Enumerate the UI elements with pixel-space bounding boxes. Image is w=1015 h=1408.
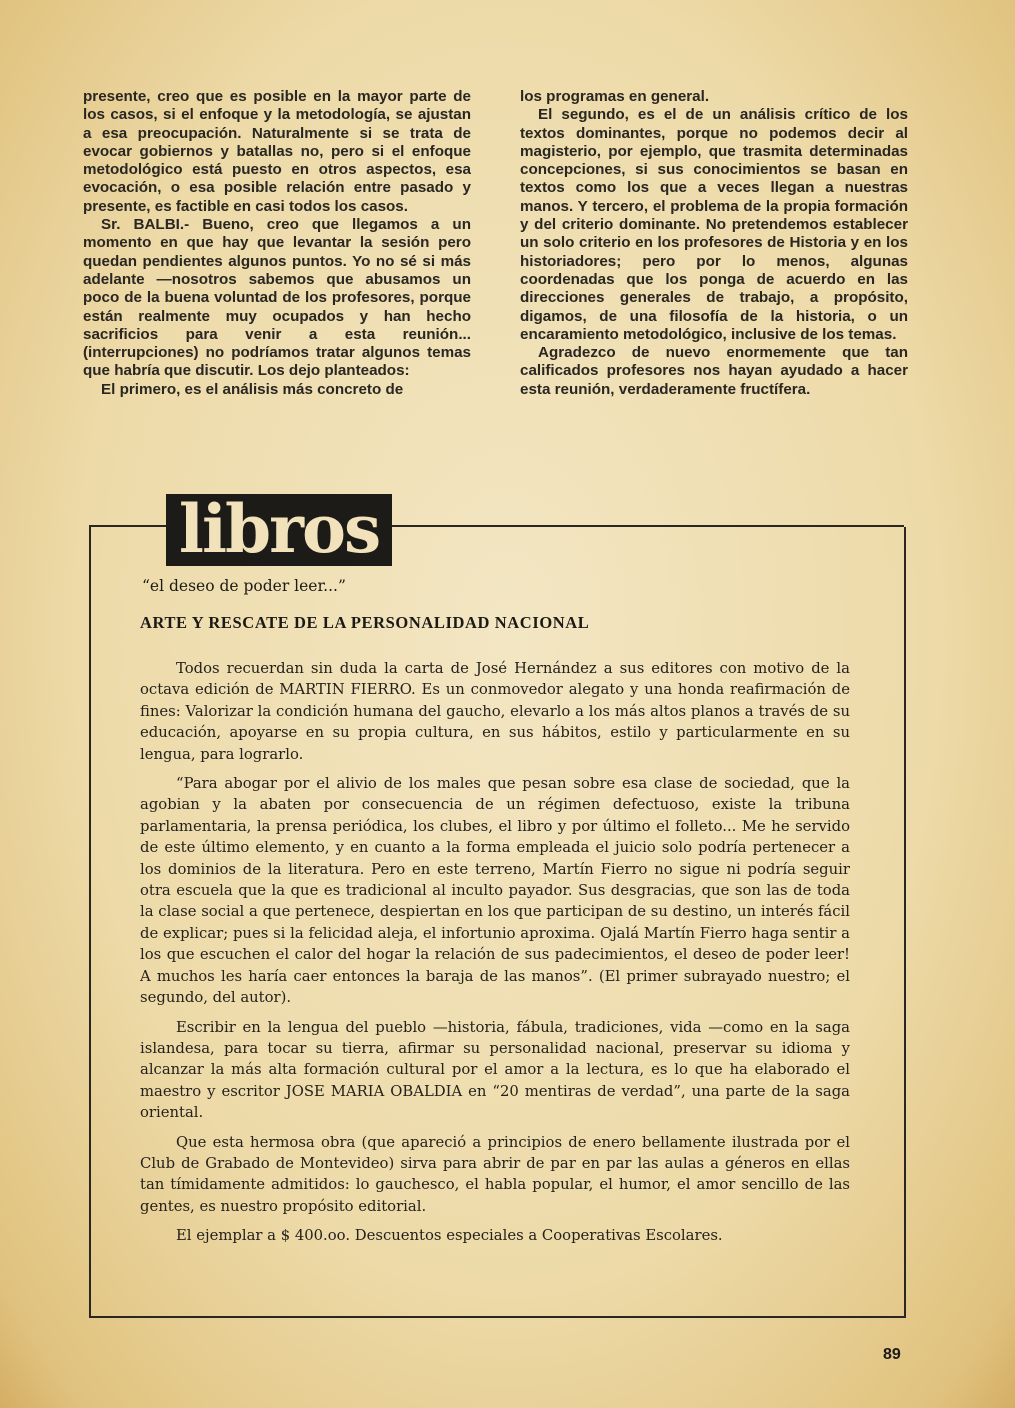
books-paragraph-2: “Para abogar por el alivio de los males que pesan sobre esa clase de sociedad, que la agobian y la abaten por consecuencia de un régimen defectuoso, existe la tribuna parlamentaria, la prensa periódica, los clubes, el libro y por último el folleto... Me he servido de este último elemento, y en cuanto a la forma empleada el juicio solo podría pertenecer a los dominios de la literatura. Pero en este terreno, Martín Fierro no sigue ni podría seguir otra escuela que la que es tradicional al inculto payador. Sus desgracias, que son las de toda la clase social a que pertenece, despiertan en los que participan de su destino, un interés fácil de explicar; pues si la felicidad aleja, el infortunio aproxima. Ojalá Martín Fierro haga sentir a los que escuchen el calor del hogar la relación de sus padecimientos, el deseo de poder leer! A muchos les haría caer entonces la baraja de las manos”. (El primer subrayado nuestro; el segundo, del autor). bbox=[140, 775, 850, 1007]
books-paragraph-4: Que esta hermosa obra (que apareció a principios de enero bellamente ilustrada por el Club de Grabado de Montevideo) sirva para abrir de par en par las aulas a géneros en ellas tan tímidamente admitidos: lo gauchesco, el habla popular, el humor, el amor sencillo de las gentes, es nuestro propósito editorial. bbox=[140, 1133, 850, 1215]
left-paragraph-2: Sr. BALBI.- Bueno, creo que llegamos a un momento en que hay que levantar la sesión pero quedan pendientes algunos puntos. Yo no sé si más adelante —nosotros sabemos que abusamos un poco de la buena voluntad de los profesores, porque están realmente muy ocupados y han hecho sacrificios para venir a esta reunión... (interrupciones) no podríamos tratar algunos temas que habría que discutir. Los dejo planteados: bbox=[83, 216, 471, 380]
books-paragraph-3: Escribir en la lengua del pueblo —historia, fábula, tradiciones, vida —como en la saga islandesa, para tocar su tierra, afirmar su personalidad nacional, preservar su idioma y alcanzar la más alta formación cultural por el amor a la lectura, es lo que ha elaborado el maestro y escritor JOSE MARIA OBALDIA en “20 mentiras de verdad”, una parte de la saga oriental. bbox=[140, 1018, 850, 1122]
left-column bbox=[83, 88, 471, 399]
books-paragraph-1: Todos recuerdan sin duda la carta de José Hernández a sus editores con motivo de la octava edición de MARTIN FIERRO. Es un conmovedor alegato y una honda reafirmación de fines: Valorizar la condición humana del gaucho, elevarlo a los más altos planos a través de su educación, apoyarse en su propia cultura, en sus hábitos, estilo y particularmente en su lengua, para lograrlo. bbox=[140, 660, 850, 763]
left-paragraph-1: presente, creo que es posible en la mayor parte de los casos, si el enfoque y la metodología, se ajustan a esa preocupación. Naturalmente si se trata de evocar gobiernos y batallas no, pero si el enfoque metodológico está puesto en otros aspectos, esa evocación, o esa posible relación entre pasado y presente, es factible en casi todos los casos. bbox=[83, 88, 471, 215]
section-heading: libros bbox=[166, 494, 392, 566]
books-price-line: El ejemplar a $ 400.oo. Descuentos especiales a Cooperativas Escolares. bbox=[176, 1227, 723, 1245]
books-subtitle: “el deseo de poder leer...” bbox=[142, 577, 346, 595]
books-body bbox=[140, 658, 850, 1255]
right-paragraph-1: los programas en general. bbox=[520, 88, 710, 105]
page-number: 89 bbox=[883, 1346, 901, 1363]
left-paragraph-3: El primero, es el análisis más concreto de bbox=[101, 380, 404, 398]
right-paragraph-3: Agradezco de nuevo enormemente que tan calificados profesores nos hayan ayudado a hacer esta reunión, verdaderamente fructífera. bbox=[520, 344, 908, 398]
frame-top-rule-right bbox=[392, 525, 904, 527]
frame-top-rule-left bbox=[89, 525, 169, 527]
right-column bbox=[520, 88, 908, 399]
books-headline: ARTE Y RESCATE DE LA PERSONALIDAD NACIONAL bbox=[140, 613, 590, 632]
right-paragraph-2: El segundo, es el de un análisis crítico de los textos dominantes, porque no podemos decir al magisterio, por ejemplo, que trasmita determinadas concepciones, si sus conocimientos se basan en textos como los que a veces llegan a nuestras manos. Y tercero, el problema de la propia formación y del criterio dominante. No pretendemos establecer un solo criterio en los profesores de Historia y en los historiadores; pero por lo menos, algunas coordenadas que los ponga de acuerdo en las direcciones generales de trabajo, a propósito, digamos, de una filosofía de la historia, o un encaramiento metodológico, inclusive de los temas. bbox=[520, 106, 908, 343]
